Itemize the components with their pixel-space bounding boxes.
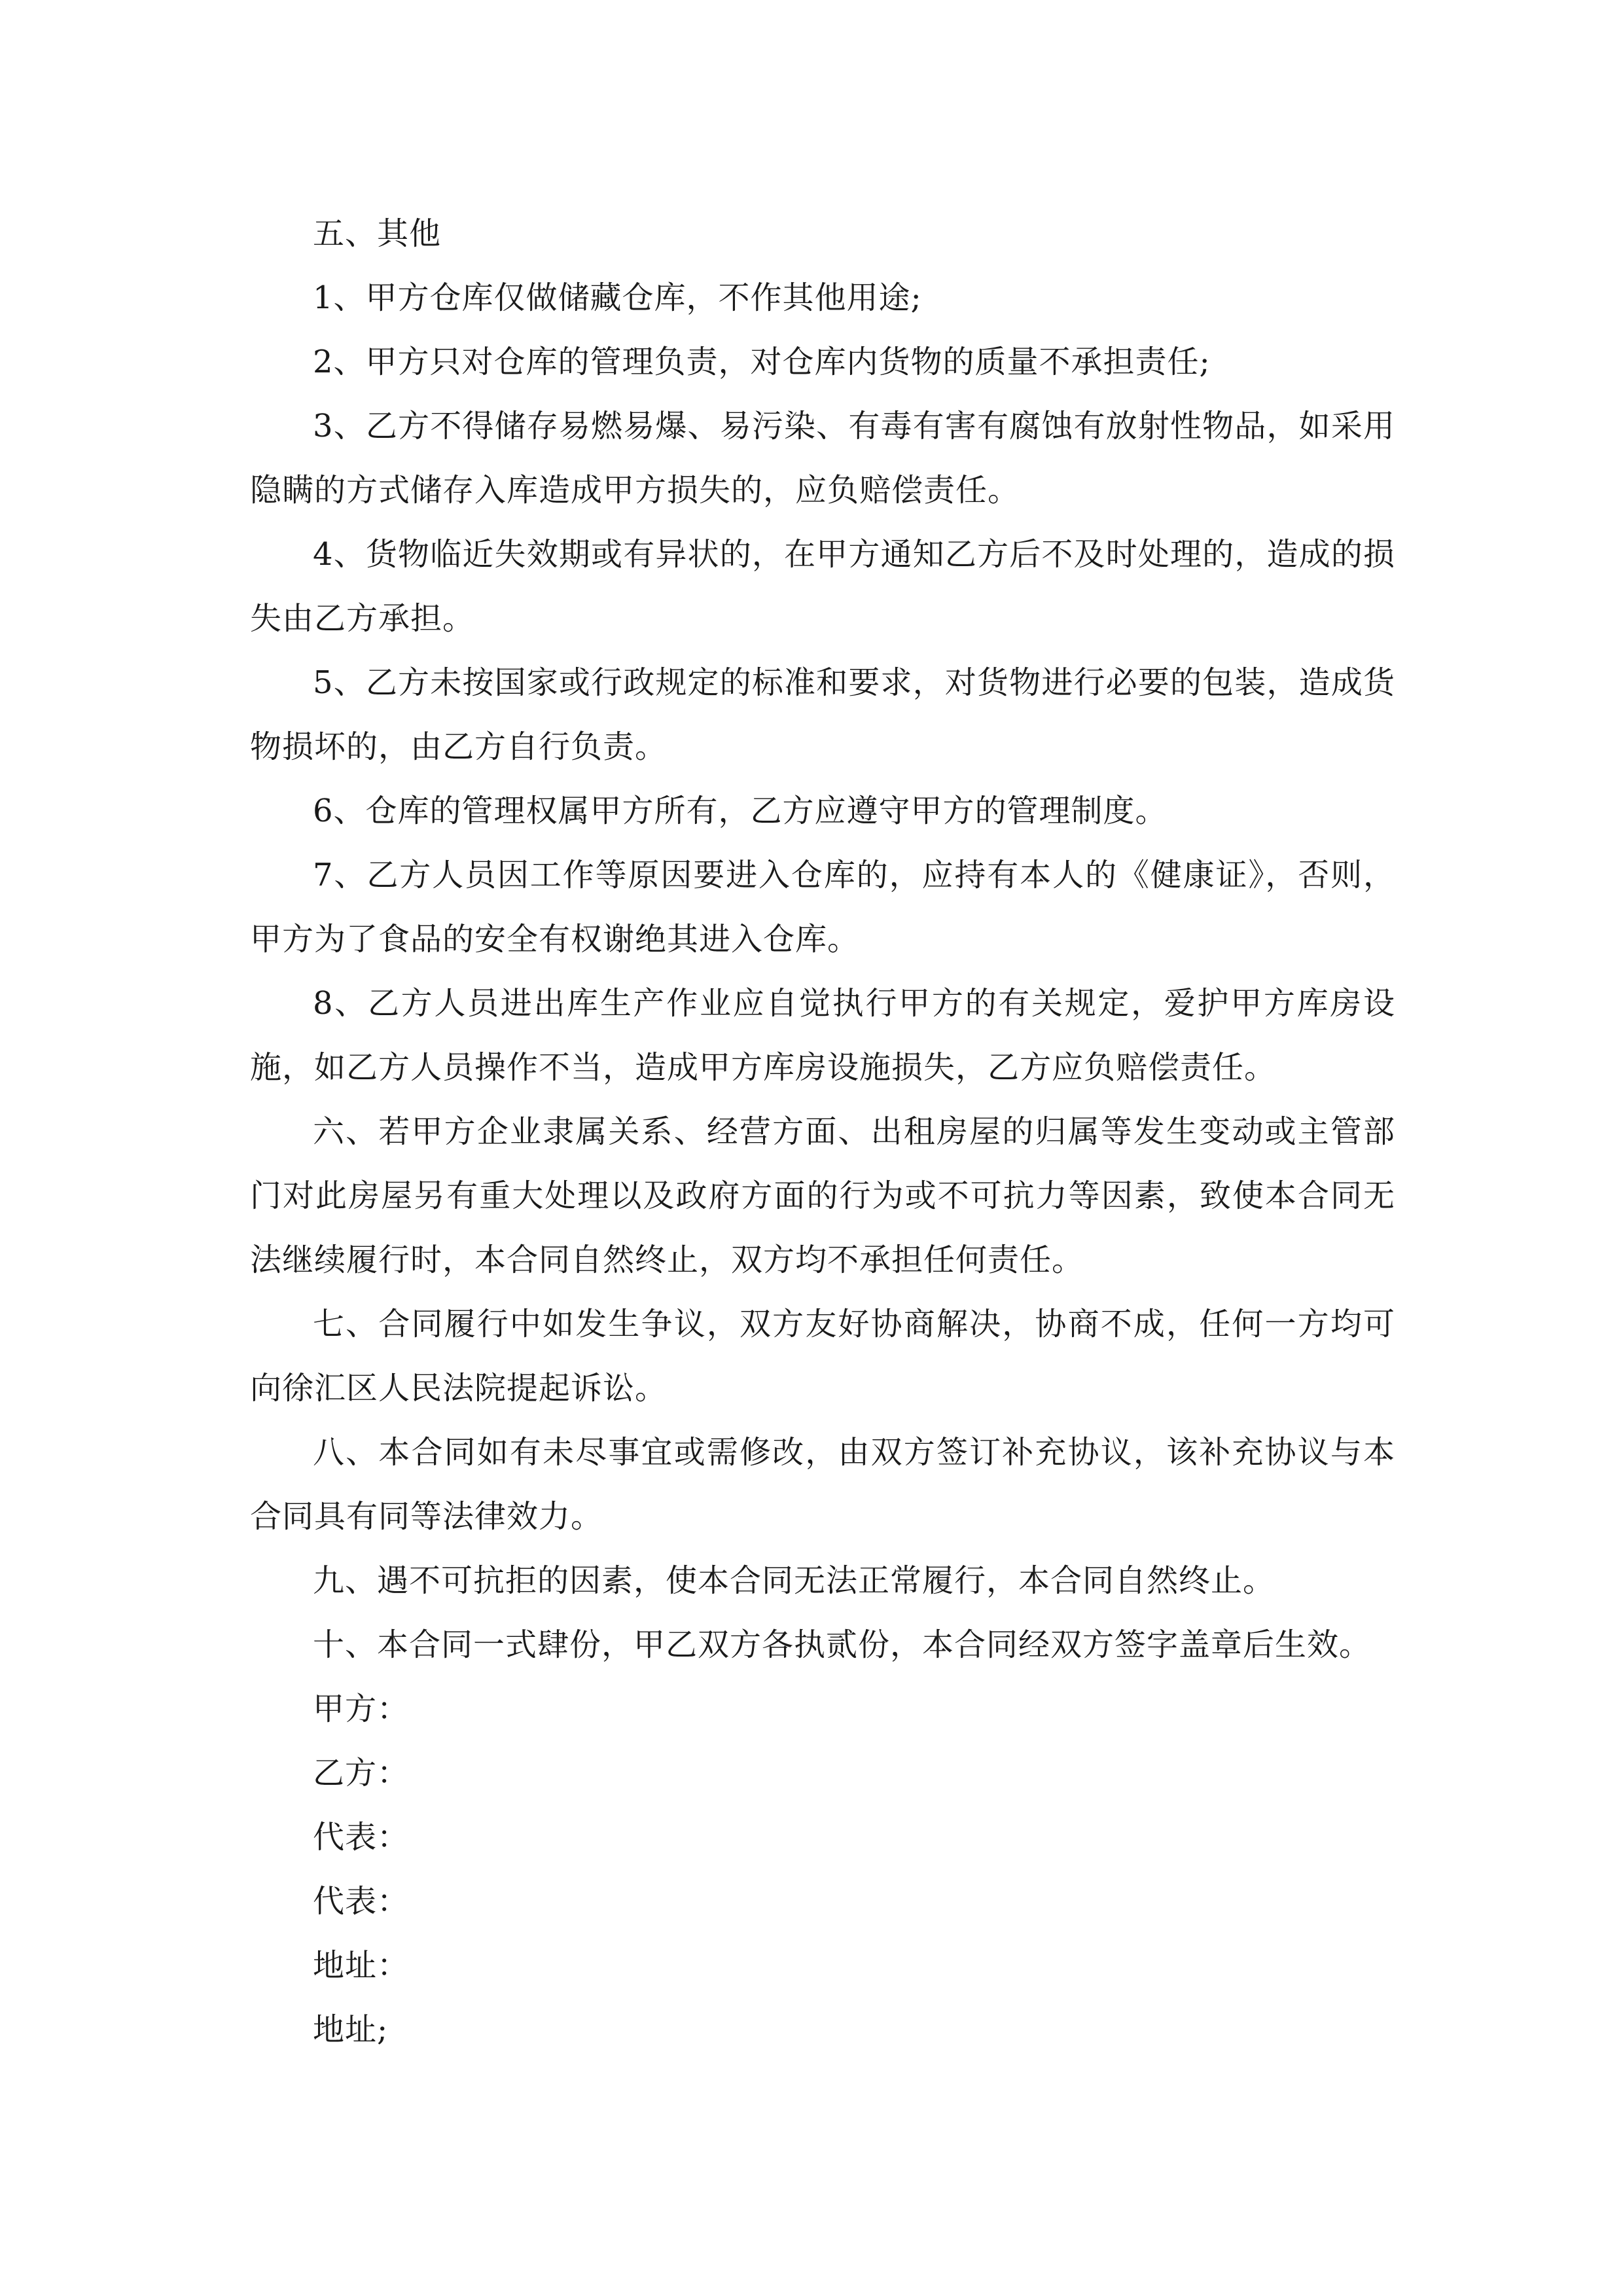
section-six: 六、若甲方企业隶属关系、经营方面、出租房屋的归属等发生变动或主管部门对此房屋另有重大处理以及政府方面的行为或不可抗力等因素，致使本合同无法继续履行时，本合同自然终止，双方均不承担任何责任。 [250,1113,1395,1278]
clause-3: 3、乙方不得储存易燃易爆、易污染、有毒有害有腐蚀有放射性物品，如采用隐瞒的方式储存入库造成甲方损失的，应负赔偿责任。 [250,408,1395,509]
section-ten: 十、本合同一式肆份，甲乙双方各执贰份，本合同经双方签字盖章后生效。 [313,1626,1372,1663]
clause-8: 8、乙方人员进出库生产作业应自觉执行甲方的有关规定，爱护甲方库房设施，如乙方人员操作不当，造成甲方库房设施损失，乙方应负赔偿责任。 [250,985,1395,1086]
section-eight: 八、本合同如有未尽事宜或需修改，由双方签订补充协议，该补充协议与本合同具有同等法律效力。 [250,1434,1395,1535]
clause-6: 6、仓库的管理权属甲方所有，乙方应遵守甲方的管理制度。 [313,793,1168,829]
document-body [250,202,1395,2062]
section-nine: 九、遇不可抗拒的因素，使本合同无法正常履行，本合同自然终止。 [313,1562,1275,1599]
section-seven: 七、合同履行中如发生争议，双方友好协商解决，协商不成，任何一方均可向徐汇区人民法院提起诉讼。 [250,1306,1395,1407]
signature-party-b: 乙方： [313,1755,410,1791]
signature-representative-a: 代表： [313,1819,410,1856]
section-heading-other: 五、其他 [313,215,442,252]
signature-address-a: 地址： [313,1947,410,1984]
signature-address-b: 地址; [313,2011,389,2048]
signature-representative-b: 代表： [313,1883,410,1920]
signature-party-a: 甲方： [313,1691,410,1727]
clause-2: 2、甲方只对仓库的管理负责，对仓库内货物的质量不承担责任; [313,344,1211,380]
clause-4: 4、货物临近失效期或有异状的，在甲方通知乙方后不及时处理的，造成的损失由乙方承担。 [250,536,1395,637]
clause-5: 5、乙方未按国家或行政规定的标准和要求，对货物进行必要的包装，造成货物损坏的，由乙方自行负责。 [250,664,1395,765]
clause-1: 1、甲方仓库仅做储藏仓库，不作其他用途; [313,279,922,316]
clause-7: 7、乙方人员因工作等原因要进入仓库的，应持有本人的《健康证》，否则，甲方为了食品的安全有权谢绝其进入仓库。 [250,857,1395,958]
